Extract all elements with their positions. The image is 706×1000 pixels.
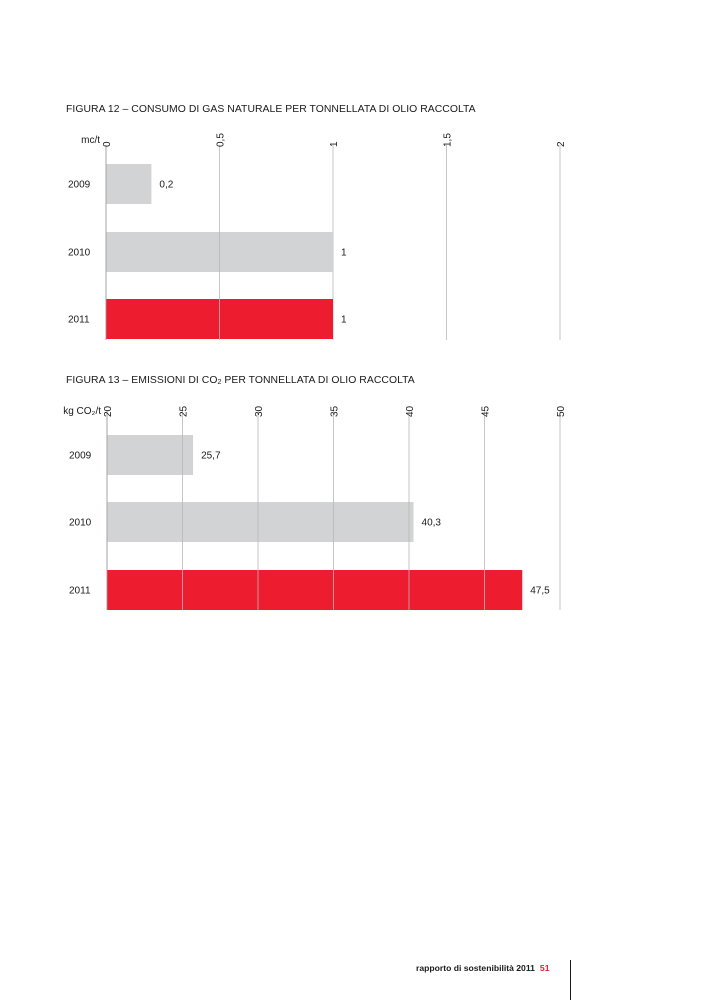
tick-label: 35 <box>329 405 341 417</box>
category-label: 2009 <box>68 179 91 191</box>
value-label: 25,7 <box>201 450 221 462</box>
value-label: 0,2 <box>159 179 174 191</box>
unit-label: kg CO₂/t <box>63 406 101 417</box>
tick-label: 30 <box>254 405 265 417</box>
figure-13-chart <box>0 395 706 615</box>
tick-label: 45 <box>480 405 492 417</box>
figure-12-title-text: FIGURA 12 – CONSUMO DI GAS NATURALE PER TONNELLATA DI OLIO RACCOLTA <box>66 104 476 115</box>
footer-text: rapporto di sostenibilità 2011 <box>416 963 535 973</box>
tick-label: 0 <box>102 141 113 147</box>
category-label: 2011 <box>68 314 90 326</box>
bar <box>106 164 151 204</box>
category-label: 2010 <box>68 247 91 259</box>
tick-label: 50 <box>556 405 567 417</box>
page-footer <box>416 963 549 973</box>
category-label: 2010 <box>69 517 92 529</box>
figure-12-title <box>66 104 476 115</box>
footer-rule <box>570 960 571 1000</box>
figure-13-title-text: FIGURA 13 – EMISSIONI DI CO <box>66 375 218 386</box>
figure-13-title-subscript: 2 <box>217 379 222 386</box>
page-number: 51 <box>539 963 550 973</box>
tick-label: 1 <box>329 141 340 147</box>
tick-label: 40 <box>405 405 416 417</box>
tick-label: 2 <box>556 141 567 147</box>
figure-13-title-suffix: PER TONNELLATA DI OLIO RACCOLTA <box>221 375 415 386</box>
tick-label: 1,5 <box>442 133 454 147</box>
bar <box>107 435 193 475</box>
bar <box>107 502 414 542</box>
value-label: 1 <box>341 247 347 259</box>
unit-label: mc/t <box>81 135 100 146</box>
value-label: 40,3 <box>421 517 441 529</box>
figure-13-title <box>66 375 415 386</box>
value-label: 47,5 <box>530 585 550 597</box>
tick-label: 25 <box>178 405 190 417</box>
tick-label: 0,5 <box>215 133 227 147</box>
value-label: 1 <box>341 314 347 326</box>
category-label: 2009 <box>69 450 92 462</box>
category-label: 2011 <box>69 585 91 597</box>
bar <box>107 570 522 610</box>
tick-label: 20 <box>103 405 114 417</box>
figure-12-chart <box>0 125 706 345</box>
